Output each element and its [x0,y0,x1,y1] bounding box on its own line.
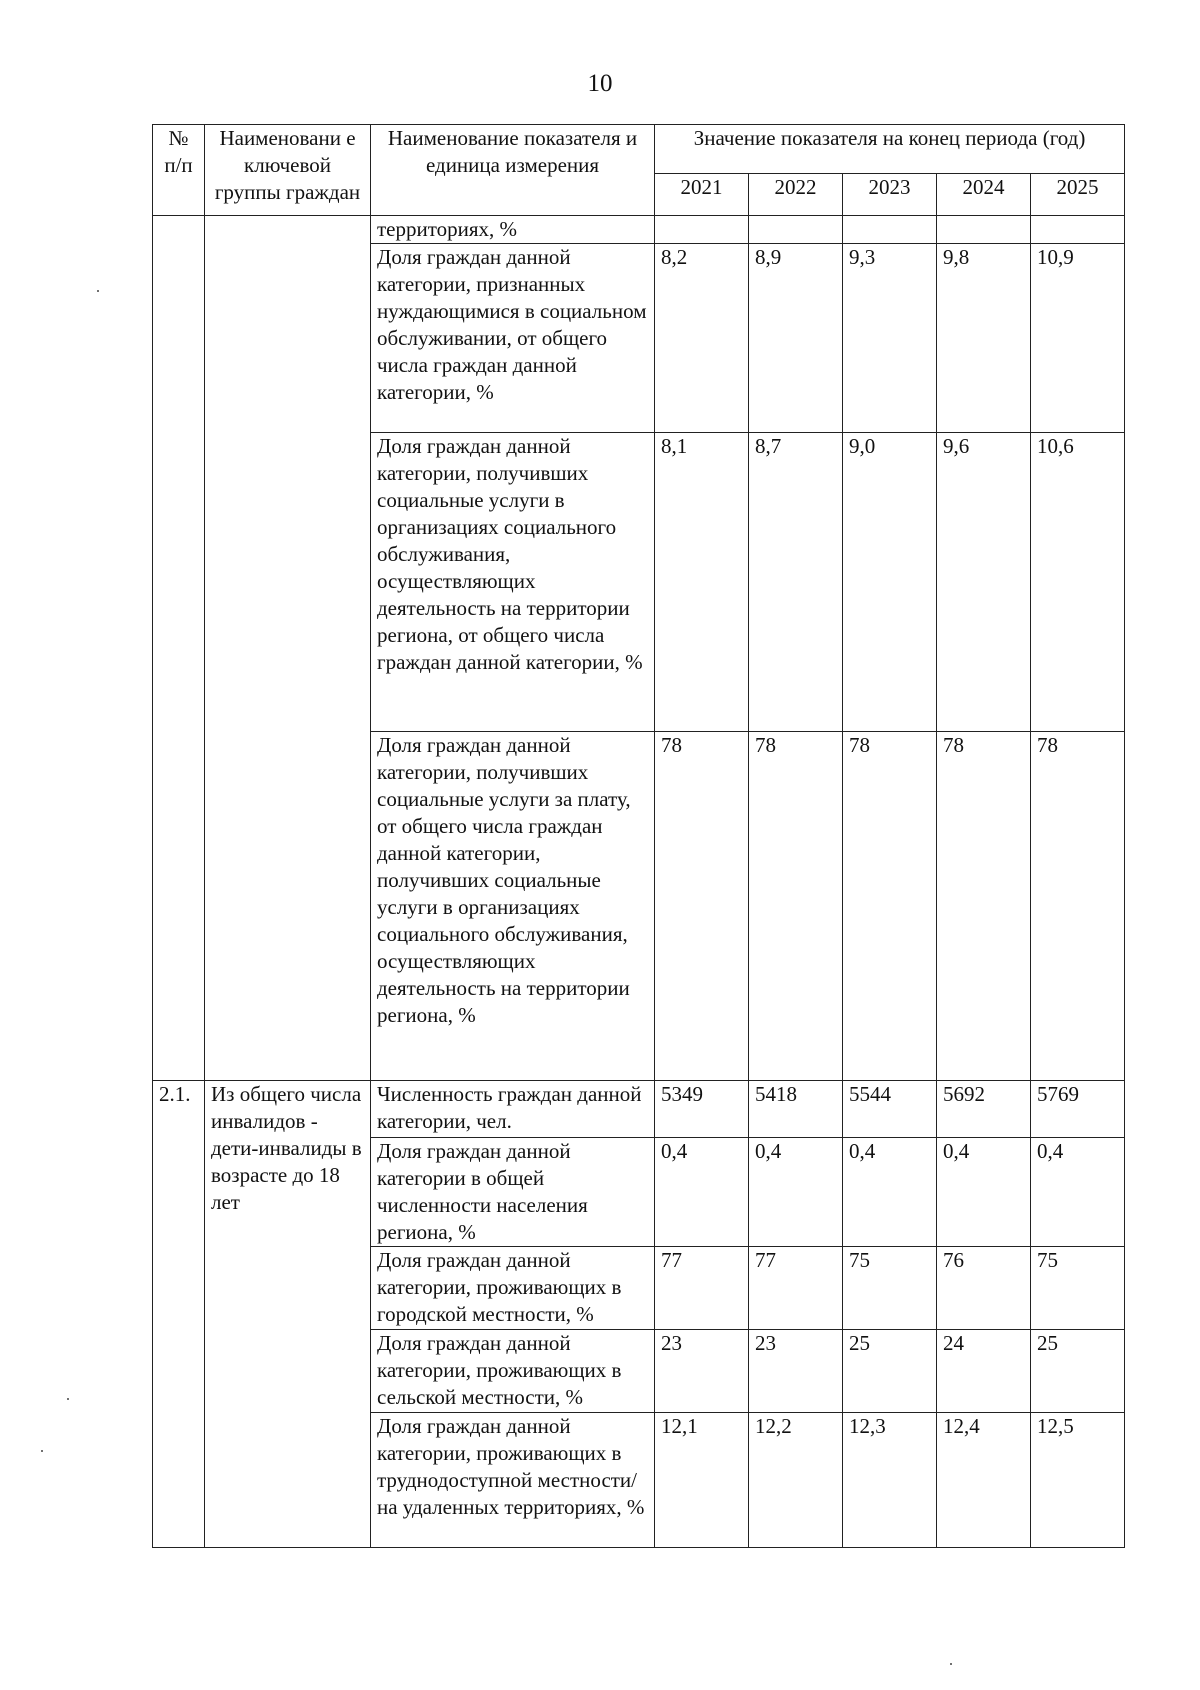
value-cell: 5418 [749,1081,843,1138]
value-cell: 78 [1031,732,1125,1081]
scan-speck [97,290,99,292]
indicator-cell: Численность граждан данной категории, чел. [371,1081,655,1138]
scan-speck [950,1663,952,1665]
value-cell: 5692 [937,1081,1031,1138]
value-cell: 0,4 [749,1138,843,1247]
row-group-cell: Из общего числа инвалидов - дети-инвалиды в возрасте до 18 лет [205,1081,371,1548]
value-cell: 9,8 [937,244,1031,433]
value-cell: 8,2 [655,244,749,433]
indicator-cell: Доля граждан данной категории, проживающих в труднодоступной местности/на удаленных территориях, % [371,1413,655,1548]
scan-speck [41,1450,43,1452]
value-cell: 12,3 [843,1413,937,1548]
table-row [153,1081,1125,1138]
value-cell: 10,9 [1031,244,1125,433]
header-year-2024: 2024 [937,174,1031,216]
value-cell: 24 [937,1330,1031,1413]
value-cell: 78 [843,732,937,1081]
table-body [153,216,1125,1548]
row-num-cell: 2.1. [153,1081,205,1548]
value-cell: 75 [1031,1247,1125,1330]
header-indicator: Наименование показателя и единица измерения [371,125,655,216]
indicator-cell: территориях, % [371,216,655,244]
indicator-cell: Доля граждан данной категории, получивших социальные услуги за плату, от общего числа граждан данной категории, получивших социальные услуги в организациях социального обслуживания, осуществляющих деятельность на территории региона, % [371,732,655,1081]
row-num-cell [153,216,205,1081]
value-cell: 5349 [655,1081,749,1138]
indicator-cell: Доля граждан данной категории, получивших социальные услуги в организациях социального обслуживания, осуществляющих деятельность на территории региона, от общего числа граждан данной категории, % [371,433,655,732]
value-cell: 77 [749,1247,843,1330]
value-cell [749,216,843,244]
page-number: 10 [587,70,613,97]
value-cell: 0,4 [1031,1138,1125,1247]
value-cell [843,216,937,244]
header-year-2022: 2022 [749,174,843,216]
value-cell: 78 [937,732,1031,1081]
value-cell: 5769 [1031,1081,1125,1138]
value-cell: 76 [937,1247,1031,1330]
scan-speck [67,1398,69,1400]
value-cell: 78 [655,732,749,1081]
value-cell: 9,0 [843,433,937,732]
value-cell: 23 [655,1330,749,1413]
value-cell: 25 [1031,1330,1125,1413]
indicator-cell: Доля граждан данной категории, признанных нуждающимися в социальном обслуживании, от общего числа граждан данной категории, % [371,244,655,433]
value-cell: 9,6 [937,433,1031,732]
row-group-cell [205,216,371,1081]
table-row [153,216,1125,244]
value-cell: 0,4 [655,1138,749,1247]
header-year-2025: 2025 [1031,174,1125,216]
value-cell [655,216,749,244]
value-cell: 0,4 [937,1138,1031,1247]
value-cell: 12,2 [749,1413,843,1548]
value-cell: 77 [655,1247,749,1330]
indicator-cell: Доля граждан данной категории, проживающих в городской местности, % [371,1247,655,1330]
value-cell: 12,1 [655,1413,749,1548]
value-cell: 8,1 [655,433,749,732]
header-year-2021: 2021 [655,174,749,216]
value-cell: 8,7 [749,433,843,732]
indicator-cell: Доля граждан данной категории, проживающих в сельской местности, % [371,1330,655,1413]
value-cell: 9,3 [843,244,937,433]
value-cell [1031,216,1125,244]
value-cell: 0,4 [843,1138,937,1247]
value-cell: 12,4 [937,1413,1031,1548]
value-cell: 10,6 [1031,433,1125,732]
value-cell: 75 [843,1247,937,1330]
indicator-cell: Доля граждан данной категории в общей численности населения региона, % [371,1138,655,1247]
header-year-2023: 2023 [843,174,937,216]
value-cell: 23 [749,1330,843,1413]
value-cell: 5544 [843,1081,937,1138]
indicators-table [152,124,1125,1548]
value-cell: 8,9 [749,244,843,433]
value-cell: 78 [749,732,843,1081]
header-num: № п/п [153,125,205,216]
table-header [153,125,1125,216]
value-cell [937,216,1031,244]
value-cell: 12,5 [1031,1413,1125,1548]
value-cell: 25 [843,1330,937,1413]
header-value: Значение показателя на конец периода (год) [655,125,1125,174]
header-group: Наименовани е ключевой группы граждан [205,125,371,216]
